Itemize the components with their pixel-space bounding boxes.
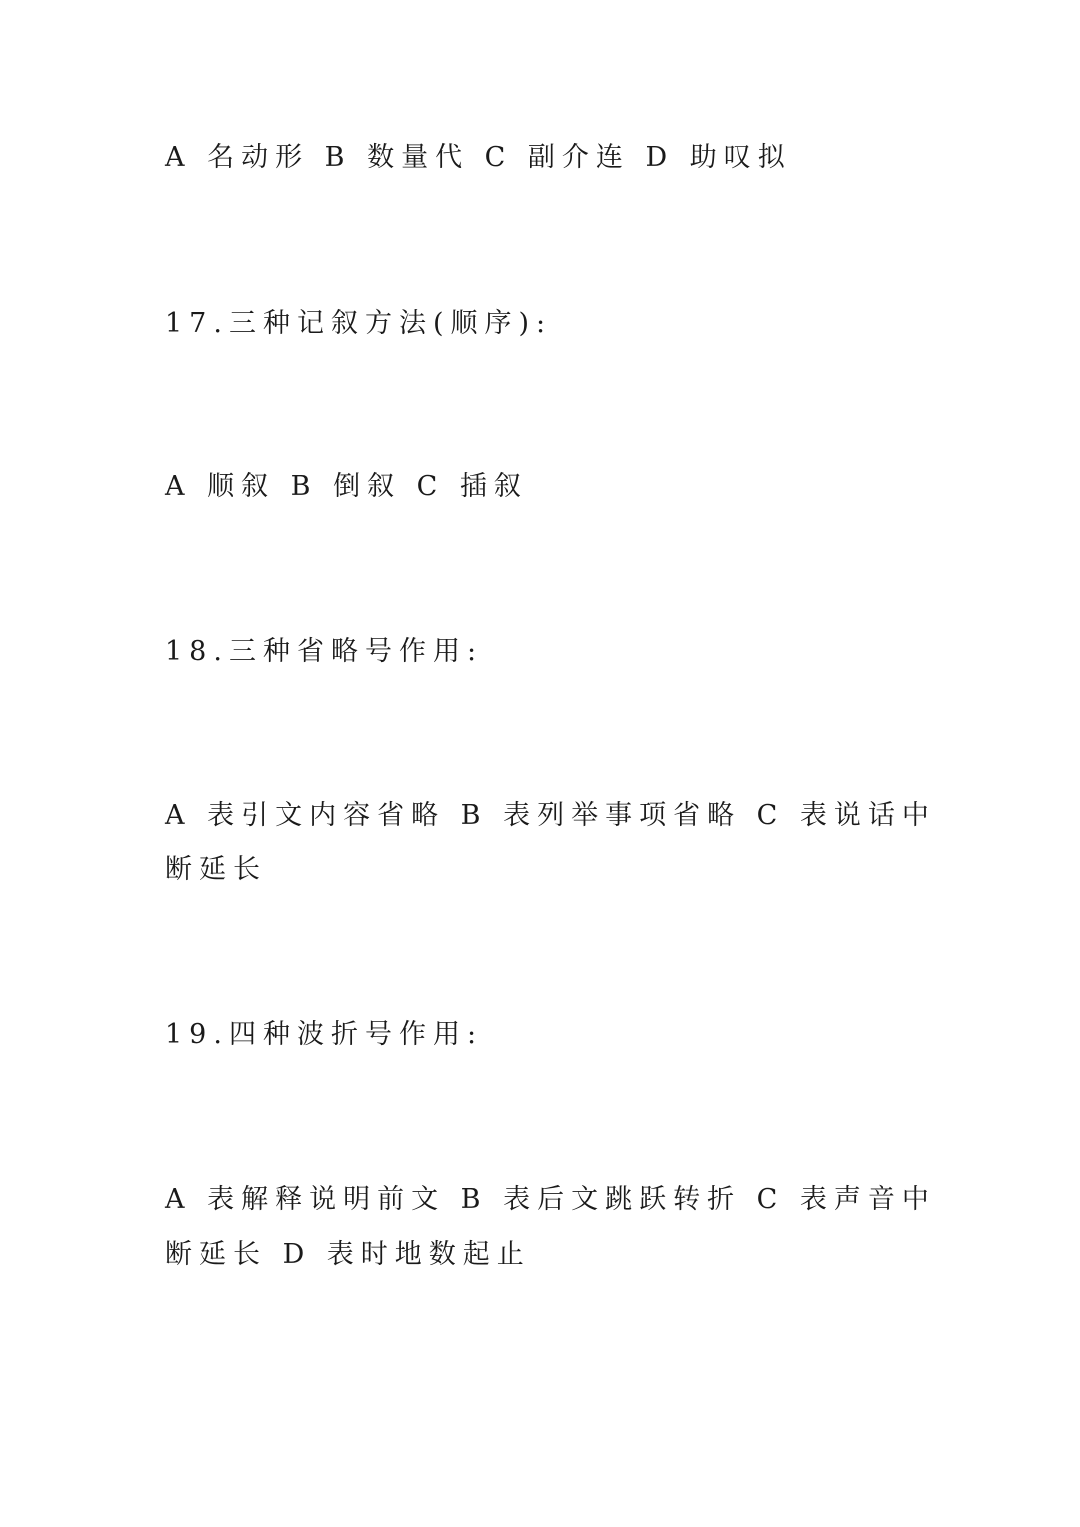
- question-19-heading: 19.四种波折号作用:: [165, 1019, 484, 1050]
- answer-line-16: A 名动形 B 数量代 C 副介连 D 助叹拟: [165, 142, 792, 173]
- answer-line-17: A 顺叙 B 倒叙 C 插叙: [165, 471, 528, 502]
- answer-line-19-part2: 断延长 D 表时地数起止: [165, 1239, 531, 1270]
- answer-line-18-part2: 断延长: [165, 854, 267, 885]
- answer-line-18-part1: A 表引文内容省略 B 表列举事项省略 C 表说话中: [165, 800, 936, 831]
- answer-line-19-part1: A 表解释说明前文 B 表后文跳跃转折 C 表声音中: [165, 1184, 936, 1215]
- question-17-heading: 17.三种记叙方法(顺序):: [165, 308, 553, 339]
- question-18-heading: 18.三种省略号作用:: [165, 636, 484, 667]
